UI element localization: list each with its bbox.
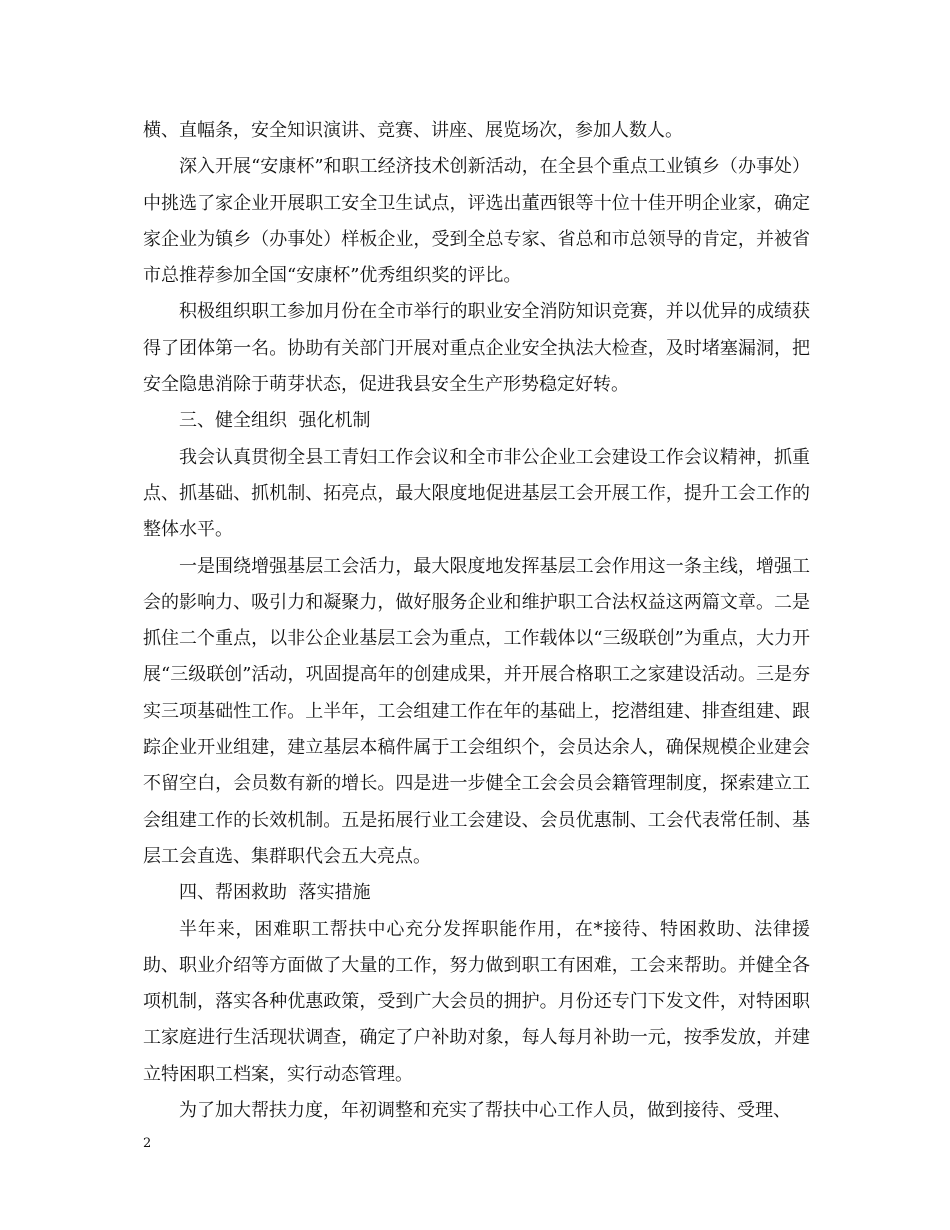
paragraph-4: 我会认真贯彻全县工青妇工作会议和全市非公企业工会建设工作会议精神，抓重点、抓基础、抓机制、拓亮点，最大限度地促进基层工会开展工作，提升工会工作的整体水平。 [143, 446, 810, 541]
paragraph-1: 横、直幅条，安全知识演讲、竞赛、讲座、展览场次，参加人数人。 [143, 120, 683, 141]
paragraph-6: 半年来，困难职工帮扶中心充分发挥职能作用，在*接待、特困救助、法律援助、职业介绍等方面做了大量的工作，努力做到职工有困难，工会来帮助。并健全各项机制，落实各种优惠政策，受到广大会员的拥护。月份还专门下发文件，对特困职工家庭进行生活现状调查，确定了户补助对象，每人每月补助一元，按季发放，并建立特困职工档案，实行动态管理。 [143, 918, 810, 1085]
paragraph-2: 深入开展“安康杯”和职工经济技术创新活动，在全县个重点工业镇乡（办事处）中挑选了家企业开展职工安全卫生试点，评选出董西银等十位十佳开明企业家，确定家企业为镇乡（办事处）样板企业，受到全总专家、省总和市总领导的肯定，并被省市总推荐参加全国“安康杯”优秀组织奖的评比。 [143, 156, 810, 287]
paragraph-5: 一是围绕增强基层工会活力，最大限度地发挥基层工会作用这一条主线，增强工会的影响力、吸引力和凝聚力，做好服务企业和维护职工合法权益这两篇文章。二是抓住二个重点，以非公企业基层工会为重点，工作载体以“三级联创”为重点，大力开展“三级联创”活动，巩固提高年的创建成果，并开展合格职工之家建设活动。三是夯实三项基础性工作。上半年，工会组建工作在年的基础上，挖潜组建、排查组建、跟踪企业开业组建，建立基层本稿件属于工会组织个，会员达余人，确保规模企业建会不留空白，会员数有新的增长。四是进一步健全工会会员会籍管理制度，探索建立工会组建工作的长效机制。五是拓展行业工会建设、会员优惠制、工会代表常任制、基层工会直选、集群职代会五大亮点。 [143, 555, 810, 867]
page-number: 2 [143, 1136, 152, 1151]
paragraph-7: 为了加大帮扶力度，年初调整和充实了帮扶中心工作人员，做到接待、受理、 [179, 1100, 791, 1122]
document-body [143, 113, 810, 1129]
section-heading-3: 三、健全组织 强化机制 [179, 410, 371, 432]
section-heading-4: 四、帮困救助 落实措施 [179, 882, 371, 904]
paragraph-3: 积极组织职工参加月份在全市举行的职业安全消防知识竞赛，并以优异的成绩获得了团体第一名。协助有关部门开展对重点企业安全执法大检查，及时堵塞漏洞，把安全隐患消除于萌芽状态，促进我县安全生产形势稳定好转。 [143, 301, 810, 396]
